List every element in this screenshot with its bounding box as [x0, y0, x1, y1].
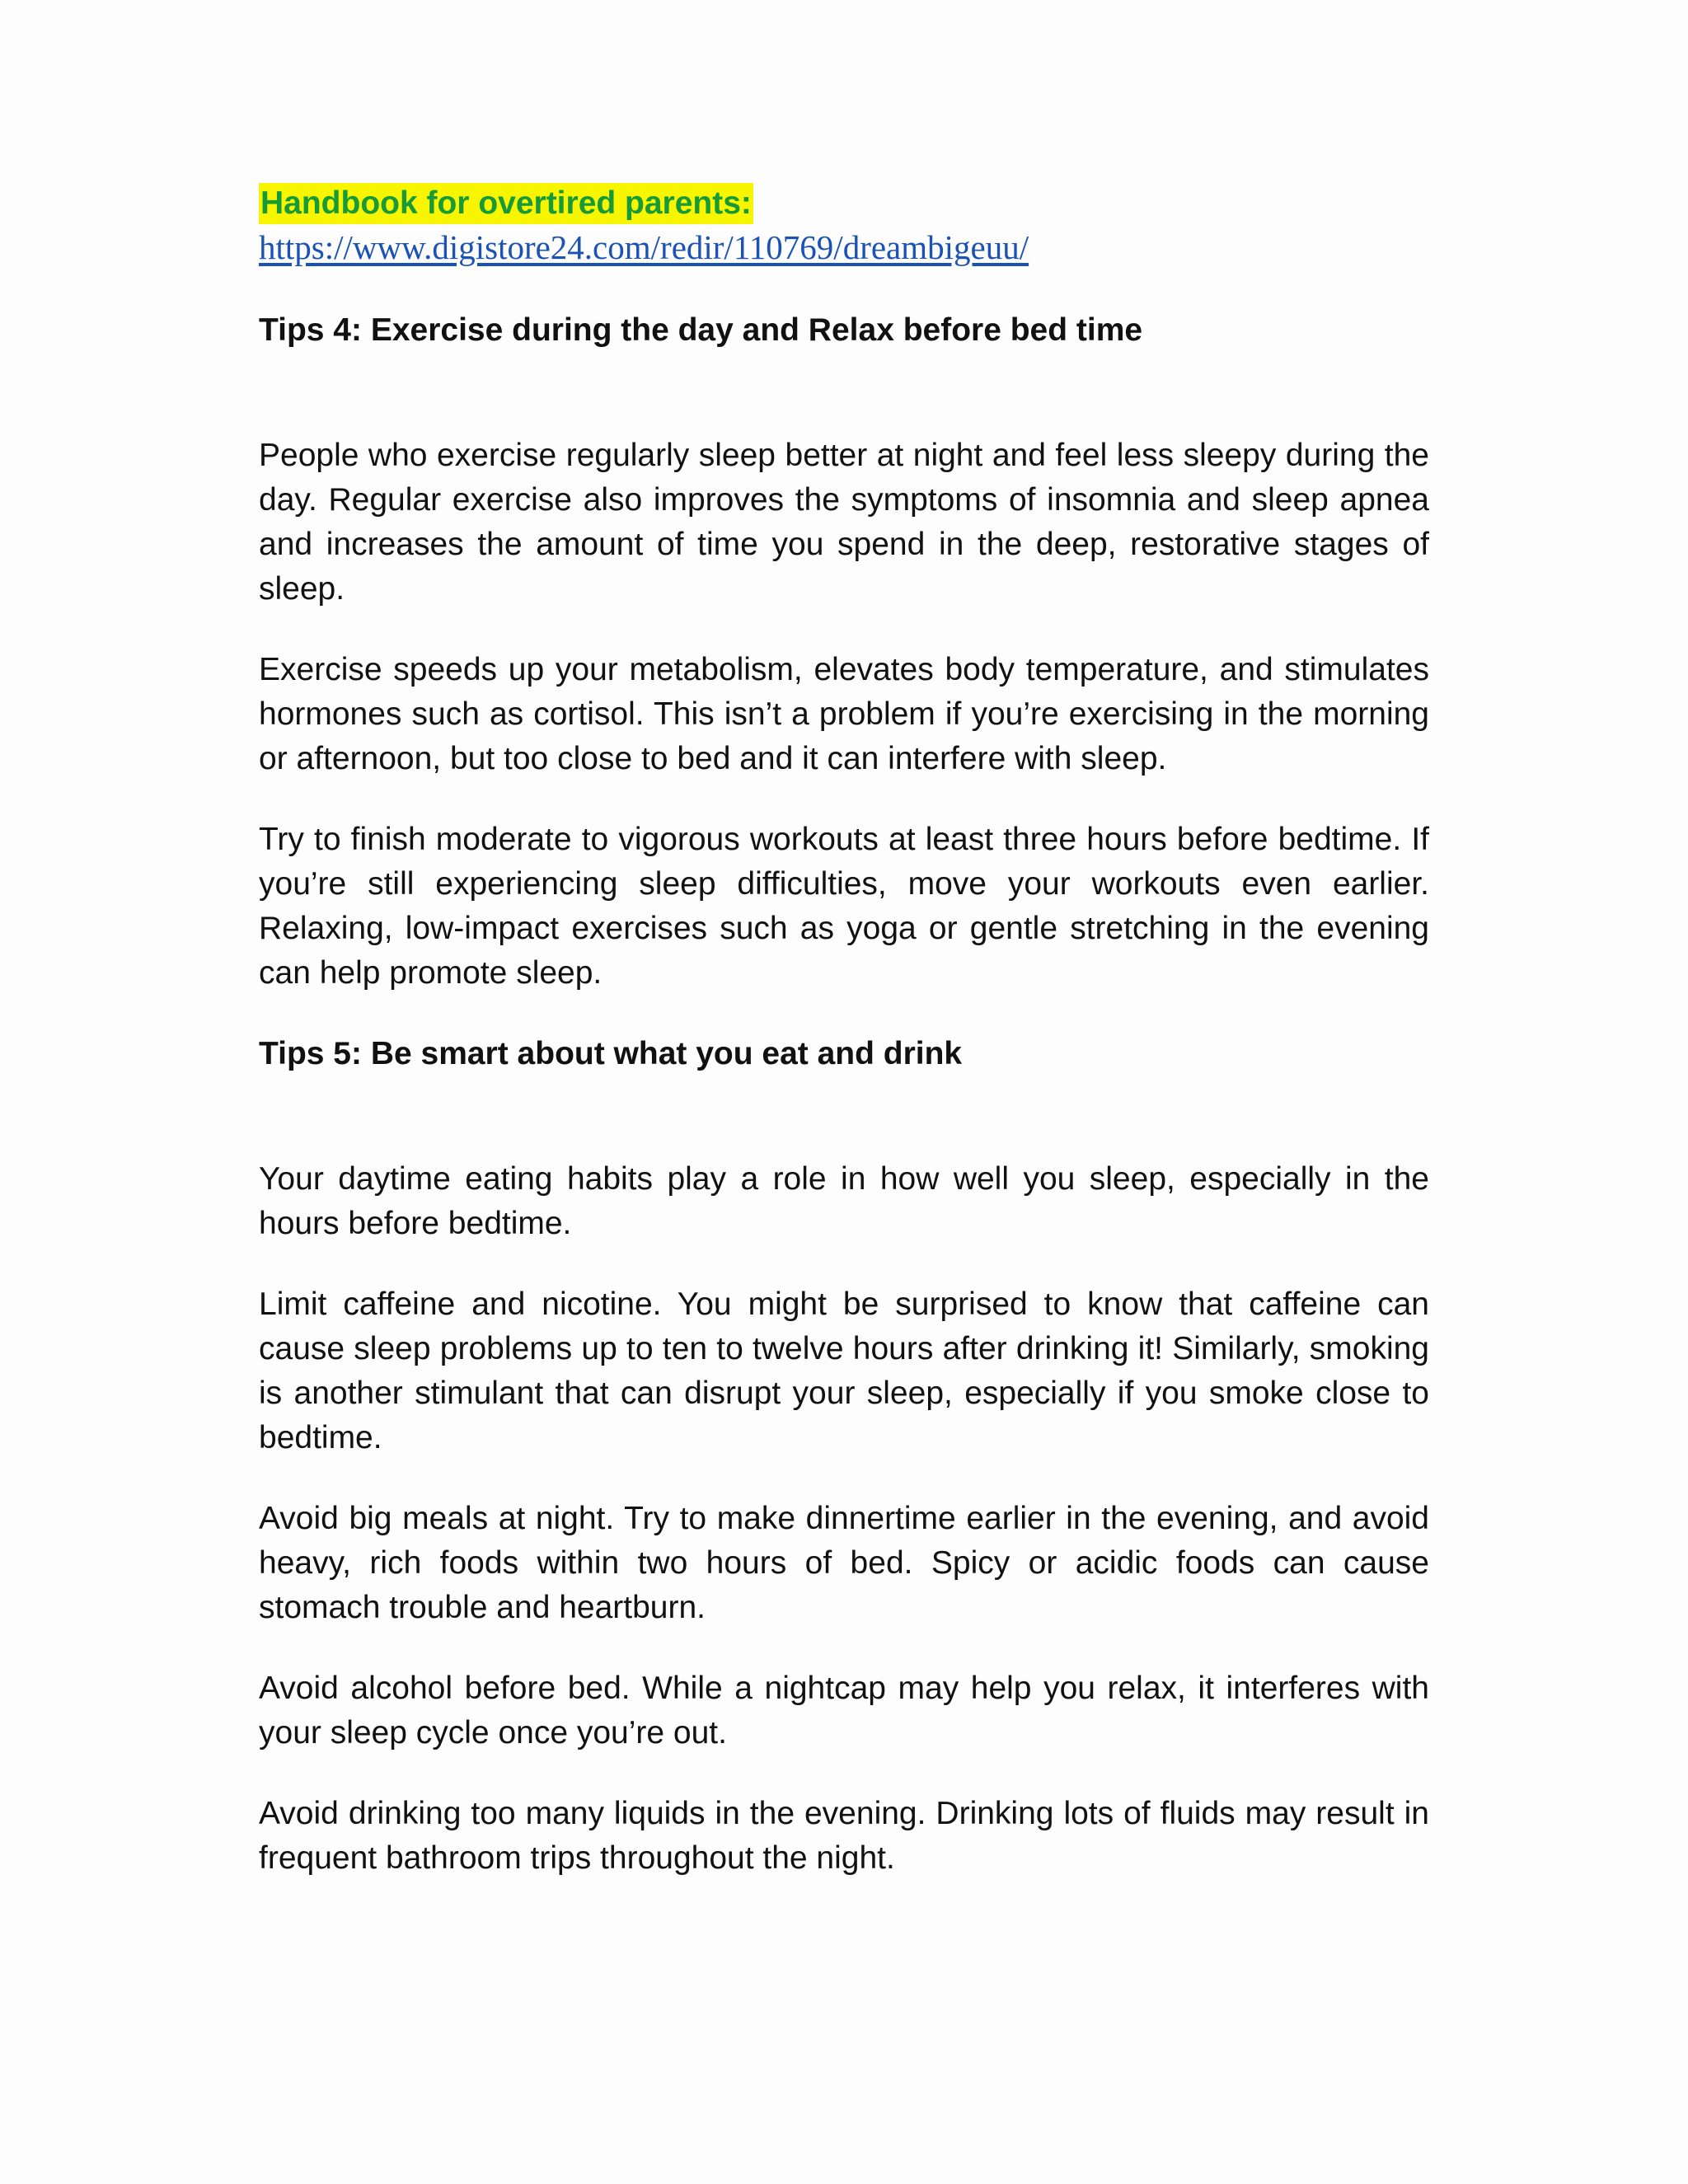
section-tips-4 [259, 308, 1429, 996]
document-page [259, 183, 1429, 1881]
handbook-header [259, 183, 1429, 270]
section-tips-5 [259, 1032, 1429, 1881]
paragraph: Avoid alcohol before bed. While a nightcap may help you relax, it interferes with your sleep cycle once you’re out. [259, 1671, 1429, 1750]
paragraph: Limit caffeine and nicotine. You might be surprised to know that caffeine can cause sleep problems up to ten to twelve hours after drinking it! Similarly, smoking is another stimulant that can disrupt your sleep, especially if you smoke close to bedtime. [259, 1286, 1429, 1455]
paragraph: Avoid drinking too many liquids in the evening. Drinking lots of fluids may result in frequent bathroom trips throughout the night. [259, 1796, 1429, 1876]
paragraph: Exercise speeds up your metabolism, elevates body temperature, and stimulates hormones such as cortisol. This isn’t a problem if you’re exercising in the morning or afternoon, but too close to bed and it can interfere with sleep. [259, 652, 1429, 776]
section-heading: Tips 5: Be smart about what you eat and drink [259, 1036, 963, 1071]
paragraph: People who exercise regularly sleep better at night and feel less sleepy during the day. Regular exercise also improves the symptoms of insomnia and sleep apnea and increases the amount of time you spend in the deep, restorative stages of sleep. [259, 438, 1429, 607]
paragraph: Try to finish moderate to vigorous workouts at least three hours before bedtime. If you’re still experiencing sleep difficulties, move your workouts even earlier. Relaxing, low-impact exercises such as yoga or gentle stretching in the evening can help promote sleep. [259, 822, 1429, 991]
handbook-title: Handbook for overtired parents: [259, 183, 753, 224]
section-heading: Tips 4: Exercise during the day and Relax before bed time [259, 312, 1143, 348]
paragraph: Your daytime eating habits play a role in how well you sleep, especially in the hours before bedtime. [259, 1161, 1429, 1241]
paragraph: Avoid big meals at night. Try to make dinnertime earlier in the evening, and avoid heavy, rich foods within two hours of bed. Spicy or acidic foods can cause stomach trouble and heartburn. [259, 1501, 1429, 1625]
handbook-link[interactable]: https://www.digistore24.com/redir/110769/dreambigeuu/ [259, 228, 1029, 266]
